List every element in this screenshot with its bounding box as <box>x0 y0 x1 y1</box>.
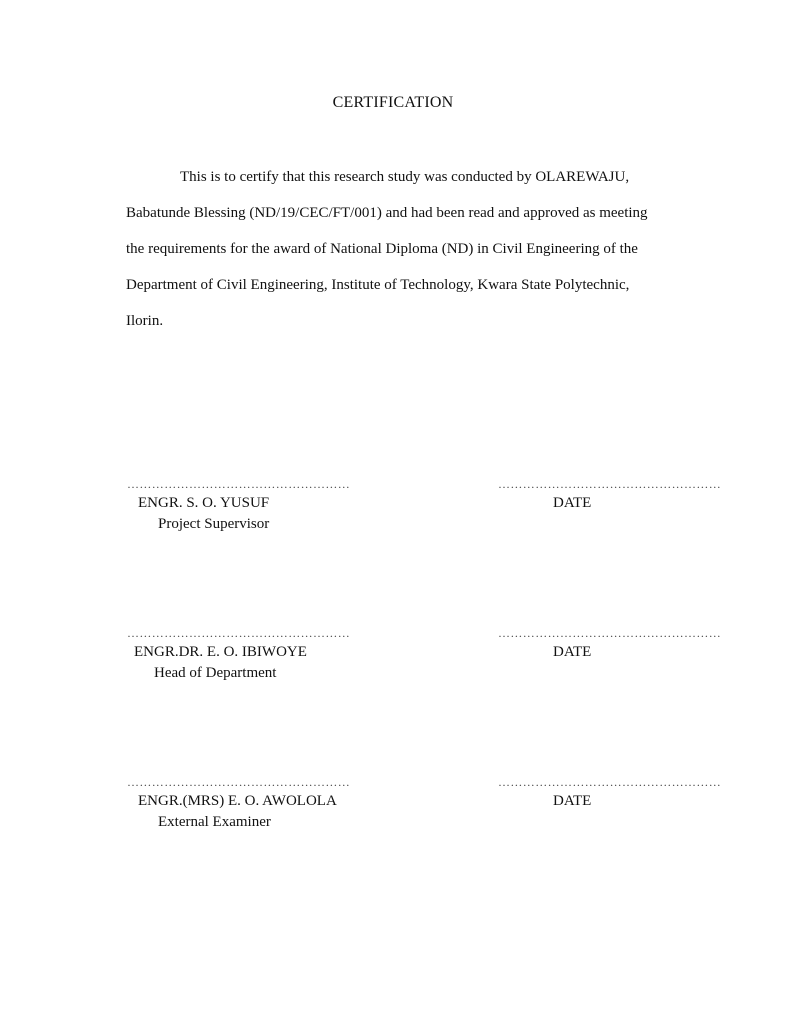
signature-line-hod: ……………………………………………… <box>127 626 351 640</box>
signatory-name-examiner: ENGR.(MRS) E. O. AWOLOLA <box>138 793 337 809</box>
date-label-supervisor: DATE <box>553 495 592 511</box>
signature-line-supervisor: ……………………………………………… <box>127 477 351 491</box>
signature-line-examiner: ……………………………………………… <box>127 775 351 789</box>
signatory-name-supervisor: ENGR. S. O. YUSUF <box>138 495 270 511</box>
certification-text-line-5: Ilorin. <box>126 313 164 329</box>
date-line-supervisor: ……………………………………………… <box>498 477 722 491</box>
signatory-role-hod: Head of Department <box>154 665 277 681</box>
signatory-role-examiner: External Examiner <box>158 814 271 830</box>
certification-text-line-3: the requirements for the award of National Diploma (ND) in Civil Engineering of the <box>126 241 638 257</box>
date-line-hod: ……………………………………………… <box>498 626 722 640</box>
date-label-examiner: DATE <box>553 793 592 809</box>
certification-text-line-1: This is to certify that this research study was conducted by OLAREWAJU, <box>180 169 630 185</box>
signatory-name-hod: ENGR.DR. E. O. IBIWOYE <box>134 644 307 660</box>
certification-text-line-2: Babatunde Blessing (ND/19/CEC/FT/001) and had been read and approved as meeting <box>126 205 648 221</box>
date-label-hod: DATE <box>553 644 592 660</box>
certification-text-line-4: Department of Civil Engineering, Institute of Technology, Kwara State Polytechnic, <box>126 277 630 293</box>
date-line-examiner: ……………………………………………… <box>498 775 722 789</box>
page-title: CERTIFICATION <box>332 94 454 111</box>
signatory-role-supervisor: Project Supervisor <box>158 516 270 532</box>
